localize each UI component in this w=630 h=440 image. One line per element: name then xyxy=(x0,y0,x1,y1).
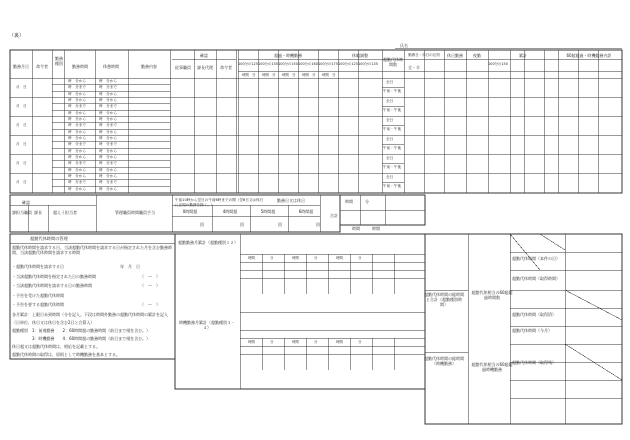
row-from: 時 分から xyxy=(68,97,86,102)
row-break-from: 時 分から xyxy=(99,154,117,159)
col-shift-no: 勤務種別 xyxy=(55,56,63,66)
exam-label: 管理職員時間職員手当 xyxy=(115,210,155,215)
mid-confirm-2: 課長 xyxy=(34,210,42,215)
row-break-from: 時 分から xyxy=(99,78,117,83)
bl-note2: 超勤種別 1：前週勤務 2：60時間超の勤務時間（前日まで週を含む。） xyxy=(12,328,151,333)
rate-label: 100分の135 xyxy=(258,62,278,66)
row-break-from: 時 分から xyxy=(99,97,117,102)
row-date: 月 日 xyxy=(16,142,27,146)
rate-label: 100分の135 xyxy=(358,62,378,66)
row-date: 月 日 xyxy=(16,104,27,108)
bm-unit: 時間 xyxy=(336,340,343,344)
confirm-sub-2: 課長代理 xyxy=(197,65,213,70)
bm-unit: 時間 xyxy=(292,256,299,260)
bl-text1: 超勤代休時間を請求する日、当該超勤代休時間を請求する日が指定された月を含む勤務時間、当該超勤代休時間を請求する時間 xyxy=(12,245,172,255)
bm-unit: 分 xyxy=(358,340,362,344)
row-date: 月 日 xyxy=(16,85,27,89)
bm-unit: 分 xyxy=(314,340,318,344)
group-day: 勤務日・休日の区別 xyxy=(408,53,440,57)
group-pay: 60超超過・時機勤務内訳 xyxy=(566,53,612,58)
row-date: 月 日 xyxy=(16,123,27,127)
group-holiday: 休日勤務 xyxy=(447,53,463,58)
row-ampm: 午前・午後 xyxy=(383,89,401,93)
bm-unit: 時間 xyxy=(292,340,299,344)
exam-col-2: 4時間超 xyxy=(222,209,238,214)
bm-unit: 分 xyxy=(358,256,362,260)
mid-confirm: 確認 xyxy=(22,200,30,205)
br-r2: 超勤代休時間（取得時間） xyxy=(512,276,560,281)
bl-range-3: （ ～ ） xyxy=(140,302,160,307)
bl-item5: ・予告を要する超勤代休時間 xyxy=(12,302,64,307)
row-from-2: 時 分から xyxy=(68,129,86,134)
bl-range-2: （ ～ ） xyxy=(140,283,160,288)
row-break-from-2: 時 分から xyxy=(99,148,117,153)
row-break-from-2: 時 分から xyxy=(99,167,117,172)
row-date: 月 日 xyxy=(16,180,27,184)
row-break-from-2: 時 分から xyxy=(99,110,117,115)
mid-hours-b: 時間 xyxy=(352,226,360,231)
row-break-to: 時 分まで xyxy=(99,123,117,127)
row-ampm: 午前・午後 xyxy=(383,184,401,188)
rate-label: 100分の125 xyxy=(338,62,358,66)
bl-note5: 超勤代休時間の取得は、原則として時機勤務を基本とする。 xyxy=(12,352,120,357)
unit-cell: 分 xyxy=(312,72,316,77)
unit-cell: 分 xyxy=(332,72,336,77)
row-from-2: 時 分から xyxy=(68,110,86,115)
mid-total: 合計 xyxy=(330,213,338,218)
row-ampm: 午前・午後 xyxy=(383,165,401,169)
unit-4: 回 xyxy=(316,222,320,227)
rate-label: 100分の150 xyxy=(488,62,508,66)
row-break-to: 時 分まで xyxy=(99,161,117,165)
rate-label: 100分の125 xyxy=(238,62,258,66)
col-date: 勤務月日 xyxy=(13,64,29,69)
rate-label: 100分の160 xyxy=(298,62,318,66)
exam-col-4: 6時間超 xyxy=(298,209,314,214)
row-break-from: 時 分から xyxy=(99,173,117,178)
row-allday: 全日 xyxy=(386,175,394,179)
row-break-to: 時 分まで xyxy=(99,180,117,184)
row-from: 時 分から xyxy=(68,154,86,159)
group-total: 累計 xyxy=(519,53,527,58)
row-from-2: 時 分から xyxy=(68,167,86,172)
row-to: 時 分まで xyxy=(68,161,86,165)
row-break-from-2: 時 分から xyxy=(99,91,117,96)
bl-title: 超勤代休時間の管理 xyxy=(30,236,68,241)
row-to: 時 分まで xyxy=(68,123,86,127)
mid-hours-a: 時間 xyxy=(345,199,353,204)
rate-label: 100分の150 xyxy=(278,62,298,66)
row-allday: 全日 xyxy=(386,80,394,84)
bm-label2: 時機勤務月累計（超勤種別３・４） xyxy=(179,320,235,330)
exam-right: 勤務日又は休日 xyxy=(277,198,305,203)
sub-a: 超勤代休時間数 xyxy=(383,57,403,67)
row-allday: 全日 xyxy=(386,156,394,160)
br-side1: 超勤代休相当の60超超過時間数 xyxy=(471,290,513,300)
unit-1: 回 xyxy=(200,222,204,227)
exam-header: 午前10時から翌日の午前6時までの間（翌6日又は休日に正規の勤務を除く。） xyxy=(175,198,264,207)
col-break: 休憩時間 xyxy=(103,64,119,69)
group-night: 夜勤 xyxy=(473,53,481,58)
bl-note4: 休日超又は超勤代休時間は、相応を記載とする。 xyxy=(12,344,100,349)
bl-item4: ・予告を受けた超勤代休時間 xyxy=(12,293,64,298)
br-r1: 超勤代休時間（本件の日） xyxy=(512,256,560,261)
row-break-to: 時 分まで xyxy=(99,85,117,89)
unit-cell: 時間 xyxy=(242,72,249,77)
br-side2: 超勤代休相当の60超超過時機勤務 xyxy=(471,362,513,372)
exam-col-3: 5時間超 xyxy=(260,209,276,214)
page-title: （裏） xyxy=(9,33,25,39)
row-break-from-2: 時 分から xyxy=(99,129,117,134)
exam-col-1: 0時間超 xyxy=(182,209,198,214)
rate-label: 100分の175 xyxy=(318,62,338,66)
staff-name-label: 氏名 xyxy=(400,43,408,48)
br-label-b: 超勤代休時間の総時間（時機勤務） xyxy=(424,356,464,366)
row-from-2: 時 分から xyxy=(68,91,86,96)
bl-note3: 3：時機勤務 4：60時間超の勤務時間（前日まで週を含む。） xyxy=(12,336,151,341)
unit-3: 回 xyxy=(278,222,282,227)
group-confirm: 確認 xyxy=(200,53,208,58)
br-label-a: 超勤代休時間の総時間と合計（超勤種別時間） xyxy=(424,292,464,307)
group-hours: 超過・時機勤務 xyxy=(274,53,302,58)
bl-range-1: （ ～ ） xyxy=(140,274,160,279)
bm-unit: 時間 xyxy=(248,340,255,344)
confirm-sub-1: 従事職員 xyxy=(175,65,191,70)
row-ampm: 午前・午後 xyxy=(383,127,401,131)
row-ampm: 午前・午後 xyxy=(383,146,401,150)
unit-cell: 分 xyxy=(252,72,256,77)
row-to: 時 分まで xyxy=(68,180,86,184)
row-from: 時 分から xyxy=(68,78,86,83)
unit-cell: 分 xyxy=(272,72,276,77)
bl-item1: ・超勤代休時間を請求する日 xyxy=(12,264,64,269)
bm-label1: 超勤勤務月累計（超勤種別１２） xyxy=(178,240,238,245)
col-content: 勤務内容 xyxy=(141,64,157,69)
row-break-to: 時 分まで xyxy=(99,104,117,108)
unit-cell: 時間 xyxy=(302,72,309,77)
unit-cell: 分 xyxy=(292,72,296,77)
row-break-from: 時 分から xyxy=(99,135,117,140)
unit-cell: 時間 xyxy=(282,72,289,77)
bm-unit: 時間 xyxy=(336,256,343,260)
row-from: 時 分から xyxy=(68,135,86,140)
row-ampm: 午前・午後 xyxy=(383,108,401,112)
row-from-2: 時 分から xyxy=(68,148,86,153)
row-to: 時 分まで xyxy=(68,142,86,146)
row-break-to: 時 分まで xyxy=(99,142,117,146)
unit-cell: 時間 xyxy=(322,72,329,77)
bl-note-title: 各月累計：上限日未到時間（分を記入。下段は時間外勤務の超勤代休時間の累計を記入 xyxy=(12,312,168,317)
bl-note1: （日単位、休日又は休日を含む2日と合算入） xyxy=(12,320,95,325)
bm-unit: 分 xyxy=(314,256,318,260)
row-break-from-2: 時 分から xyxy=(99,186,117,191)
row-to: 時 分まで xyxy=(68,85,86,89)
bm-unit: 時間 xyxy=(248,256,255,260)
bm-unit: 分 xyxy=(270,340,274,344)
row-allday: 全日 xyxy=(386,118,394,122)
row-to: 時 分まで xyxy=(68,104,86,108)
row-from: 時 分から xyxy=(68,116,86,121)
br-r3: 超勤代休時間（取得済） xyxy=(512,312,556,317)
bm-unit: 分 xyxy=(270,256,274,260)
row-break-from: 時 分から xyxy=(99,116,117,121)
row-allday: 全日 xyxy=(386,137,394,141)
row-from: 時 分から xyxy=(68,173,86,178)
confirm-sub-3: 命令者 xyxy=(220,65,232,70)
br-r4: 超勤代休時間（今月） xyxy=(512,328,552,333)
unit-2: 回 xyxy=(240,222,244,227)
bl-date: 年 月 日 xyxy=(120,264,140,269)
unit-cell: 時間 xyxy=(262,72,269,77)
bl-item3: ・当該超勤代休時間を請求する日の勤務時間 xyxy=(12,283,92,288)
group-adjust: 休暇調整 xyxy=(352,53,368,58)
sub-b: 全・半 xyxy=(408,65,420,70)
row-date: 月 日 xyxy=(16,161,27,165)
row-allday: 全日 xyxy=(386,99,394,103)
col-shift: 命令者 xyxy=(36,64,48,69)
bl-item2: ・当該超勤代休時間を指定された日の勤務時間 xyxy=(12,274,96,279)
mid-hours-c: 時間 xyxy=(372,226,380,231)
mid-confirm-1: 課担当職員 xyxy=(12,210,32,215)
mid-min-a: 分 xyxy=(365,199,369,204)
br-r5: 超勤代休時間（取得残） xyxy=(512,360,556,365)
mid-confirm-3: 超えう担当者 xyxy=(53,210,77,215)
col-work-time: 勤務時間 xyxy=(72,64,88,69)
row-from-2: 時 分から xyxy=(68,186,86,191)
